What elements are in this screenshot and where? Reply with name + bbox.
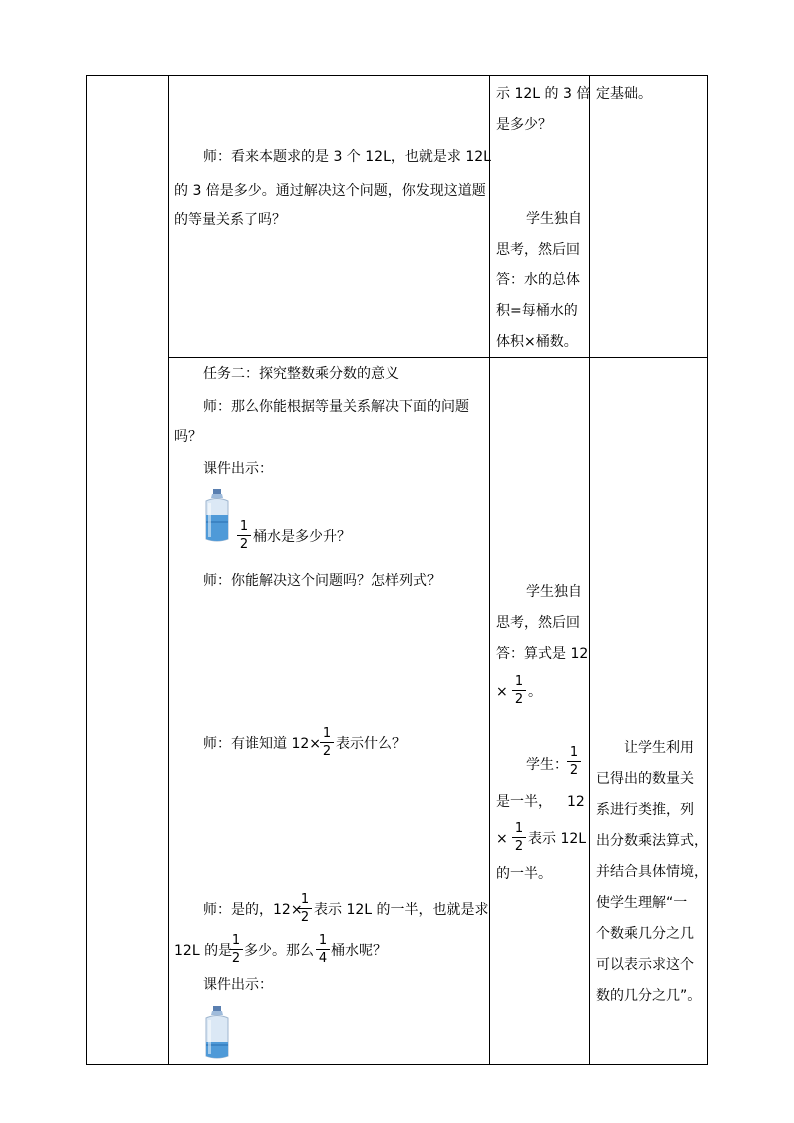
student-text-line: 示 12L 的 3 倍 [496,86,591,102]
teacher-text-line: 多少。那么 [244,943,314,959]
purpose-text-line: 已得出的数量关 [596,771,694,787]
teacher-text-line: 吗？ [174,429,202,445]
teacher-text-line: 的 3 倍是多少。通过解决这个问题，你发现这道题 [174,183,486,199]
courseware-label: 课件出示： [203,977,273,993]
student-text-line: × [496,831,508,847]
task-title: 任务二：探究整数乘分数的意义 [203,366,399,382]
courseware-label: 课件出示： [203,461,273,477]
water-bottle-icon [204,489,230,543]
teacher-text-line: 师：看来本题求的是 3 个 12L，也就是求 12L [203,149,491,165]
fraction-one-half: 1 2 [320,726,334,759]
student-text-line: 思考，然后回 [496,242,580,258]
student-text-line: 是一半， [496,794,552,810]
table-row-divider [168,357,708,358]
purpose-text-line: 使学生理解“一 [596,895,688,911]
purpose-text-line: 并结合具体情境， [596,864,708,880]
purpose-text-line: 数的几分之几”。 [596,988,702,1004]
table-col-divider-2 [489,75,490,1065]
purpose-text-line: 让学生利用 [624,740,694,756]
table-border-top [86,75,708,76]
table-border-left [86,75,87,1065]
student-formula: 。 [528,684,542,700]
student-text-line: 积=每桶水的 [496,303,578,319]
student-text-line: 答：算式是 12 [496,646,589,662]
teacher-text-line: 桶水呢？ [331,943,387,959]
purpose-text-line: 可以表示求这个 [596,957,694,973]
fraction-one-half: 1 2 [229,933,243,966]
student-formula: × [496,684,508,700]
teacher-text-line: 12L 的是 [174,943,233,959]
student-text-line: 是多少？ [496,117,552,133]
student-text-line: 思考，然后回 [496,615,580,631]
purpose-text-line: 出分数乘法算式， [596,833,708,849]
student-text-line: 体积×桶数。 [496,334,578,350]
teacher-text-line: 师：你能解决这个问题吗？怎样列式？ [203,573,441,589]
table-col-divider-3 [589,75,590,1065]
water-bottle-icon [204,1006,230,1060]
purpose-text-line: 定基础。 [596,86,652,102]
student-text-line: 学生： [526,757,568,773]
table-border-right [707,75,708,1065]
student-text-line: 答：水的总体 [496,272,580,288]
fraction-one-quarter: 1 4 [316,933,330,966]
teacher-text-line: 表示 12L 的一半，也就是求 [314,902,489,918]
student-text-line: 12 [567,794,585,810]
purpose-text-line: 个数乘几分之几 [596,926,694,942]
teacher-text-line: 师：那么你能根据等量关系解决下面的问题 [203,399,469,415]
teacher-text-line: 表示什么？ [336,736,406,752]
teacher-text-line: 师：有谁知道 12× [203,736,321,752]
fraction-one-half: 1 2 [298,892,312,925]
teacher-text-line: 的等量关系了吗？ [174,212,286,228]
fraction-one-half: 1 2 [567,745,581,778]
table-border-bottom [86,1064,708,1065]
fraction-one-half: 1 2 [512,821,526,854]
fraction-one-half: 1 2 [512,674,526,707]
teacher-text-line: 师：是的，12× [203,902,303,918]
fraction-one-half: 1 2 [237,519,251,552]
student-text-line: 的一半。 [496,866,552,882]
student-text-line: 学生独自 [526,584,582,600]
student-text-line: 表示 12L [528,831,587,847]
student-text-line: 学生独自 [526,211,582,227]
bottle-question: 桶水是多少升？ [253,529,351,545]
table-col-divider-1 [168,75,169,1065]
purpose-text-line: 系进行类推，列 [596,802,694,818]
